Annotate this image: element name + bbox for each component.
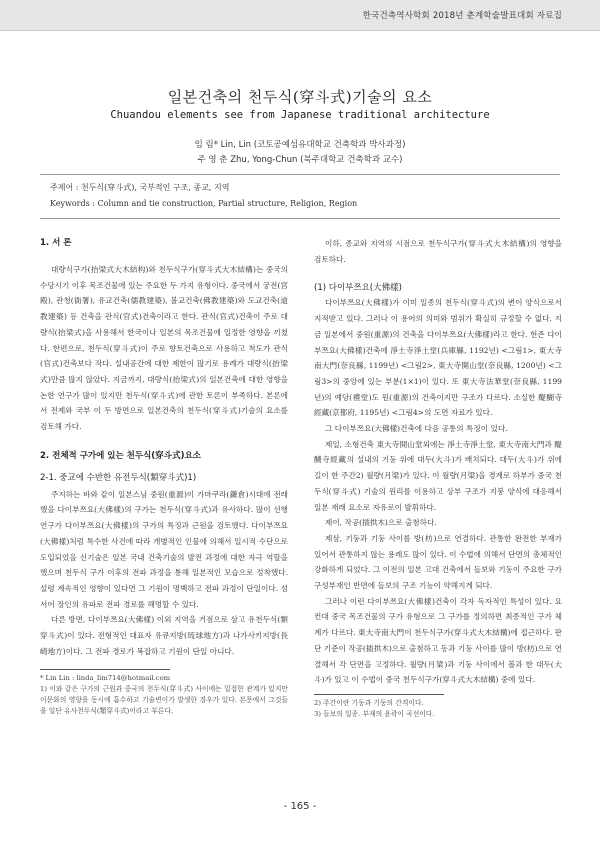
- daibutsuyo-paragraph-1: 다이부쯔요(大佛樣)가 이미 일종의 천두식(穿斗式)의 변이 양식으로서 지적받고 있다. 그러나 이 용어의 의미와 범위가 확실히 규정할 수 없다. 지금 일본에서 중원(重源)의 건축을 다이부쯔요(大佛樣)라고 한다. 현존 다이부쯔요(大佛樣)건축에 淨土寺淨土堂(兵庫縣, 1192년) <그림1>, 東大寺南大門(奈良縣, 1199년) <그림2>, 東大寺開山堂(奈良縣, 1200년) <그림3>의 중앙에 있는 부분(1×1)이 있다. 또 東大寺法華堂(奈良縣, 1199년)의 예당(禮堂)도 원(重源)의 건축이지만 구조가 다르다. 소실한 醍醐寺經藏(京都府, 1195년) <그림4>의 도면 자료가 있다.: [314, 298, 562, 418]
- daibutsuyo-paragraph-3: 제일, 소형건축 東大寺開山堂외에는 淨土寺淨土堂, 東大寺南大門과 醍醐寺經藏의 설내의 기둥 위에 대두(大斗)가 배치되다. 대두(大斗)가 위에 길이 한 주간2) 월량(月梁)가 있다. 이 월량(月梁)을 경계로 하부가 중국 천두식(穿斗式) 기술의 원리를 이용하고 상부 구조가 지붕 양식에 대응해서 일본 재래 요소로 자유로이 발휘하다.: [314, 439, 562, 512]
- keyword-box: [40, 174, 560, 219]
- footnote-3: 3) 들보의 일종. 부재의 윤곽이 곡선이다.: [314, 709, 435, 718]
- footnote-1: 1) 이와 같은 구가의 근원과 중국의 천두식(穿斗式) 사이에는 밀접한 관계가 있지만 이문화의 영향을 동시에 흡수하고 기술변이가 발생한 경우가 있다. 본문에서 그것들을 일단 유사천두식(類穿斗式)이라고 부른다.: [40, 685, 288, 716]
- keywords-english: Keywords : Column and tie construction, Partial structure, Religion, Region: [50, 199, 358, 208]
- paper-title-korean: 일본건축의 천두식(穿斗式)기술의 요소: [167, 88, 433, 106]
- section-2-1-paragraph-2: 다른 방면, 다이부쯔요(大佛樣) 이외 지역을 거점으로 삼고 유천두식(類穿斗式)이 있다. 전형적인 대표자 유큐지방(琉球地方)과 나가사키지방(長崎地方)이다. 그 전파 경로가 복잡하고 기원이 단일 아니다.: [40, 615, 288, 656]
- keywords-korean: 주제어 : 천두식(穿斗式), 국부적인 구조, 종교, 지역: [50, 183, 230, 192]
- subsection-daibutsuyo-heading: (1) 다이부쯔요(大佛樣): [314, 283, 402, 294]
- section-1-paragraph: 대량식구가(抬梁式大木結构)와 천두식구가(穿斗式大木結構)는 중국의 수당시기 이후 목조건물에 있는 주요한 두 가지 유형이다. 중국에서 궁전(宮殿), 관청(衙署), 유교건축(儒教建築), 불교건축(佛教建築)와 도교건축(道教建築) 등 건축을 관식(官式)건축이라고 한다. 관식(官式)건축이 주로 대량식(抬梁式)을 사용해서 한국이나 일본의 목조건물에 일정한 영향을 끼쳤다. 한편으로, 천두식(穿斗式)이 주로 향토건축으로 사용하고 척도가 관식(官式)건축보다 작다. 설내공간에 대한 제한이 많기로 용례가 대량식(抬梁式)만큼 많지 않았다. 지금까지, 대량식(抬梁式)의 일본건축에 대한 영향을 논한 연구가 많이 있지만 천두식(穿斗式)에 관한 토론이 부족하다. 본론에서 전제와 국부 이 두 방면으로 일본건축의 천두식(穿斗式)기술의 요소를 검토해 가다.: [40, 265, 288, 432]
- page-number: - 165 -: [283, 801, 317, 812]
- footnote-author-email: * Lin Lin : linda_lim714@hotmail.com: [40, 674, 171, 683]
- section-1-heading: 1. 서 론: [40, 238, 72, 248]
- section-2-heading: 2. 전체적 구가에 있는 천두식(穿斗式)요소: [40, 450, 201, 461]
- daibutsuyo-paragraph-2: 그 다이부쯔요(大佛樣)건축에 다음 공통의 특징이 있다.: [325, 424, 508, 434]
- section-2-1-heading: 2-1. 중교에 수반한 유전두식(類穿斗式)1): [40, 472, 197, 483]
- daibutsuyo-paragraph-5: 제삼, 기둥과 기둥 사이를 방(枋)으로 연결하다. 관통한 완전한 부재가 있어서 관통하지 않는 용례도 많이 있다. 이 수법에 의해서 단면의 총체적인 강화하게 되었다. 그 이전의 일본 고대 건축에서 들보와 기둥이 주요한 구가 구성부재인 반면에 들보의 구조 기능이 약해지게 되다.: [314, 533, 562, 591]
- author-1: 임 림* Lin, Lin (코토공예섬유대학교 건축학과 박사과정): [194, 140, 406, 150]
- right-intro-paragraph: 이하, 종교와 지역의 시점으로 천두식구가(穿斗式大木結構)의 영향을 검토하다.: [314, 239, 562, 264]
- paper-title-english: Chuandou elements see from Japanese traditional architecture: [110, 109, 490, 121]
- conference-header-bar: [0, 0, 600, 31]
- daibutsuyo-paragraph-6: 그러나 이런 다이부쯔요(大佛樣)건축이 각자 독자적인 특성이 있다. 요컨대 중국 목조건물의 구가 유형으로 그 구가를 정의하면 최종적인 구가 체계가 다르다. 東大寺南大門이 천두식구가(穿斗式大木結構)에 접근하다. 판단 기준이 작공(插拱木)으로 출첨하고 동과 기둥 사이를 많이 방(枋)으로 연결해서 각 단면을 고정하다. 월량(月梁)과 기둥 사이에서 볼과 한 대두(大斗)가 있고 이 수법이 중국 천두식구가(穿斗式大木結構) 중에 있다.: [314, 596, 562, 685]
- daibutsuyo-paragraph-4: 제이, 작공(插拱木)으로 출첨하다.: [325, 518, 437, 528]
- author-2: 주 영 춘 Zhu, Yong-Chun (북주대학교 건축학과 교수): [197, 155, 403, 165]
- right-column: [314, 236, 562, 720]
- section-2-1-paragraph-1: 주지하는 바와 같이 일본스님 중원(重源)이 가마쿠라(鎌倉)시대에 전래했을 다이부쯔요(大佛樣)의 구가는 천두식(穿斗式)과 유사하다. 많이 선행연구가 다이부쯔요(大佛樣)의 구가의 특징과 근원을 검토했다. 다이부쯔요(大佛樣)처럼 특수한 사건에 따라 개별적인 인물에 의해서 일시적 수단으로 도입되었을 신기술은 일본 국내 건축기술의 발전 과정에 대한 자극 역할을 했으며 천두식 구가 이후의 전파 과정을 통해 일본적인 모습으로 정착했다. 설령 계속적인 영향이 있다면 그 기원이 명백하고 전파 과정이 단일이다. 섬서어 장인의 유파로 전파 경로를 해명할 수 있다.: [40, 489, 288, 609]
- conference-header-text: 한국건축역사학회 2018년 춘계학술발표대회 자료집: [362, 11, 562, 21]
- footnote-2: 2) 주간이란 기둥과 기둥의 간격이다.: [314, 698, 424, 707]
- left-column: [40, 236, 288, 717]
